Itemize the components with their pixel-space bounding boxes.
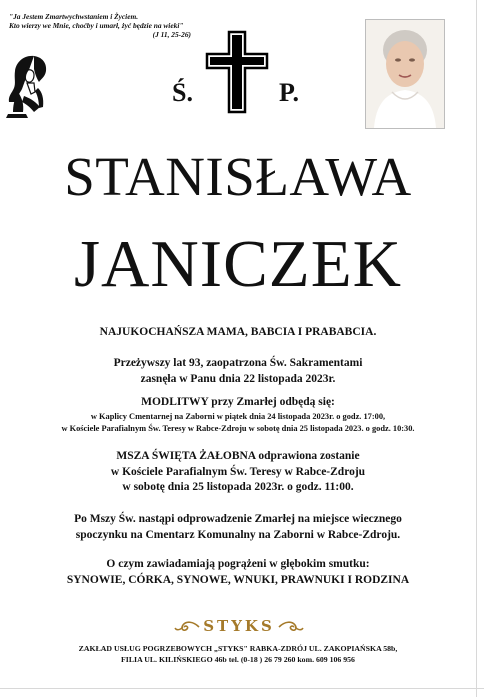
sp-left: Ś. (172, 78, 193, 107)
mourners-line-1: O czym zawiadamiają pogrążeni w głębokim smutku: (106, 558, 370, 570)
burial-section (0, 512, 476, 543)
logo-text: STYKS (203, 617, 275, 635)
quote-line-2: Kto wierzy we Mnie, choćby i umarł, żyć będzie na wieki" (9, 21, 184, 31)
prayers-line-2: w Kościele Parafialnym Św. Teresy w Rabce-Zdroju w sobotę dnia 25 listopada 2023. o godz. 10:30. (61, 423, 415, 433)
family-title: NAJUKOCHAŃSZA MAMA, BABCIA I PRABABCIA. (99, 326, 377, 338)
first-name: STANISŁAWA (64, 146, 412, 207)
footer-line-1: ZAKŁAD USŁUG POGRZEBOWYCH „STYKS" RABKA-ZDRÓJ UL. ZAKOPIAŃSKA 58b, (78, 644, 398, 653)
quote-line-1: "Ja Jestem Zmartwychwstaniem i Życiem. (9, 12, 139, 21)
mourners-section (0, 557, 476, 588)
logo-swirl-right-icon (278, 620, 304, 634)
portrait-image (366, 20, 444, 128)
bible-quote (9, 12, 209, 39)
styks-logo (180, 614, 298, 640)
footer-line-2: FILIA UL. KILIŃSKIEGO 46b tel. (0-18 ) 26 79 260 kom. 609 106 956 (121, 655, 355, 665)
mourners-line-2: SYNOWIE, CÓRKA, SYNOWE, WNUKI, PRAWNUKI I RODZINA (66, 573, 410, 586)
page-edge-bottom (0, 688, 484, 689)
quote-reference: (J 11, 25-26) (152, 30, 191, 40)
funeral-home-info (0, 643, 476, 666)
page-edge-right (476, 0, 477, 697)
burial-line-2: spoczynku na Cmentarz Komunalny na Zaborni w Rabce-Zdroju. (75, 528, 401, 541)
prayers-section (0, 395, 476, 435)
sp-right: P. (279, 78, 299, 107)
prayers-title: MODLITWY przy Zmarłej odbędą się: (141, 396, 335, 408)
death-line-1: Przeżywszy lat 93, zaopatrzona Św. Sakramentami (113, 357, 363, 369)
praying-figure-icon (4, 52, 56, 120)
death-info (0, 356, 476, 387)
mass-line-3: w sobotę dnia 25 listopada 2023r. o godz. 11:00. (122, 481, 354, 494)
deceased-photo (365, 19, 445, 129)
mass-section (0, 449, 476, 496)
last-name: JANICZEK (73, 227, 403, 301)
death-line-2: zasnęła w Panu dnia 22 listopada 2023r. (140, 372, 336, 385)
mass-line-1: MSZA ŚWIĘTA ŻAŁOBNA odprawiona zostanie (116, 450, 360, 462)
prayers-line-1: w Kaplicy Cmentarnej na Zaborni w piątek dnia 24 listopada 2023r. o godz. 17:00, (90, 411, 386, 421)
cross-icon (205, 30, 269, 114)
mass-line-2: w Kościele Parafialnym Św. Teresy w Rabce-Zdroju (110, 465, 366, 478)
burial-line-1: Po Mszy Św. nastąpi odprowadzenie Zmarłej na miejsce wiecznego (74, 513, 402, 525)
